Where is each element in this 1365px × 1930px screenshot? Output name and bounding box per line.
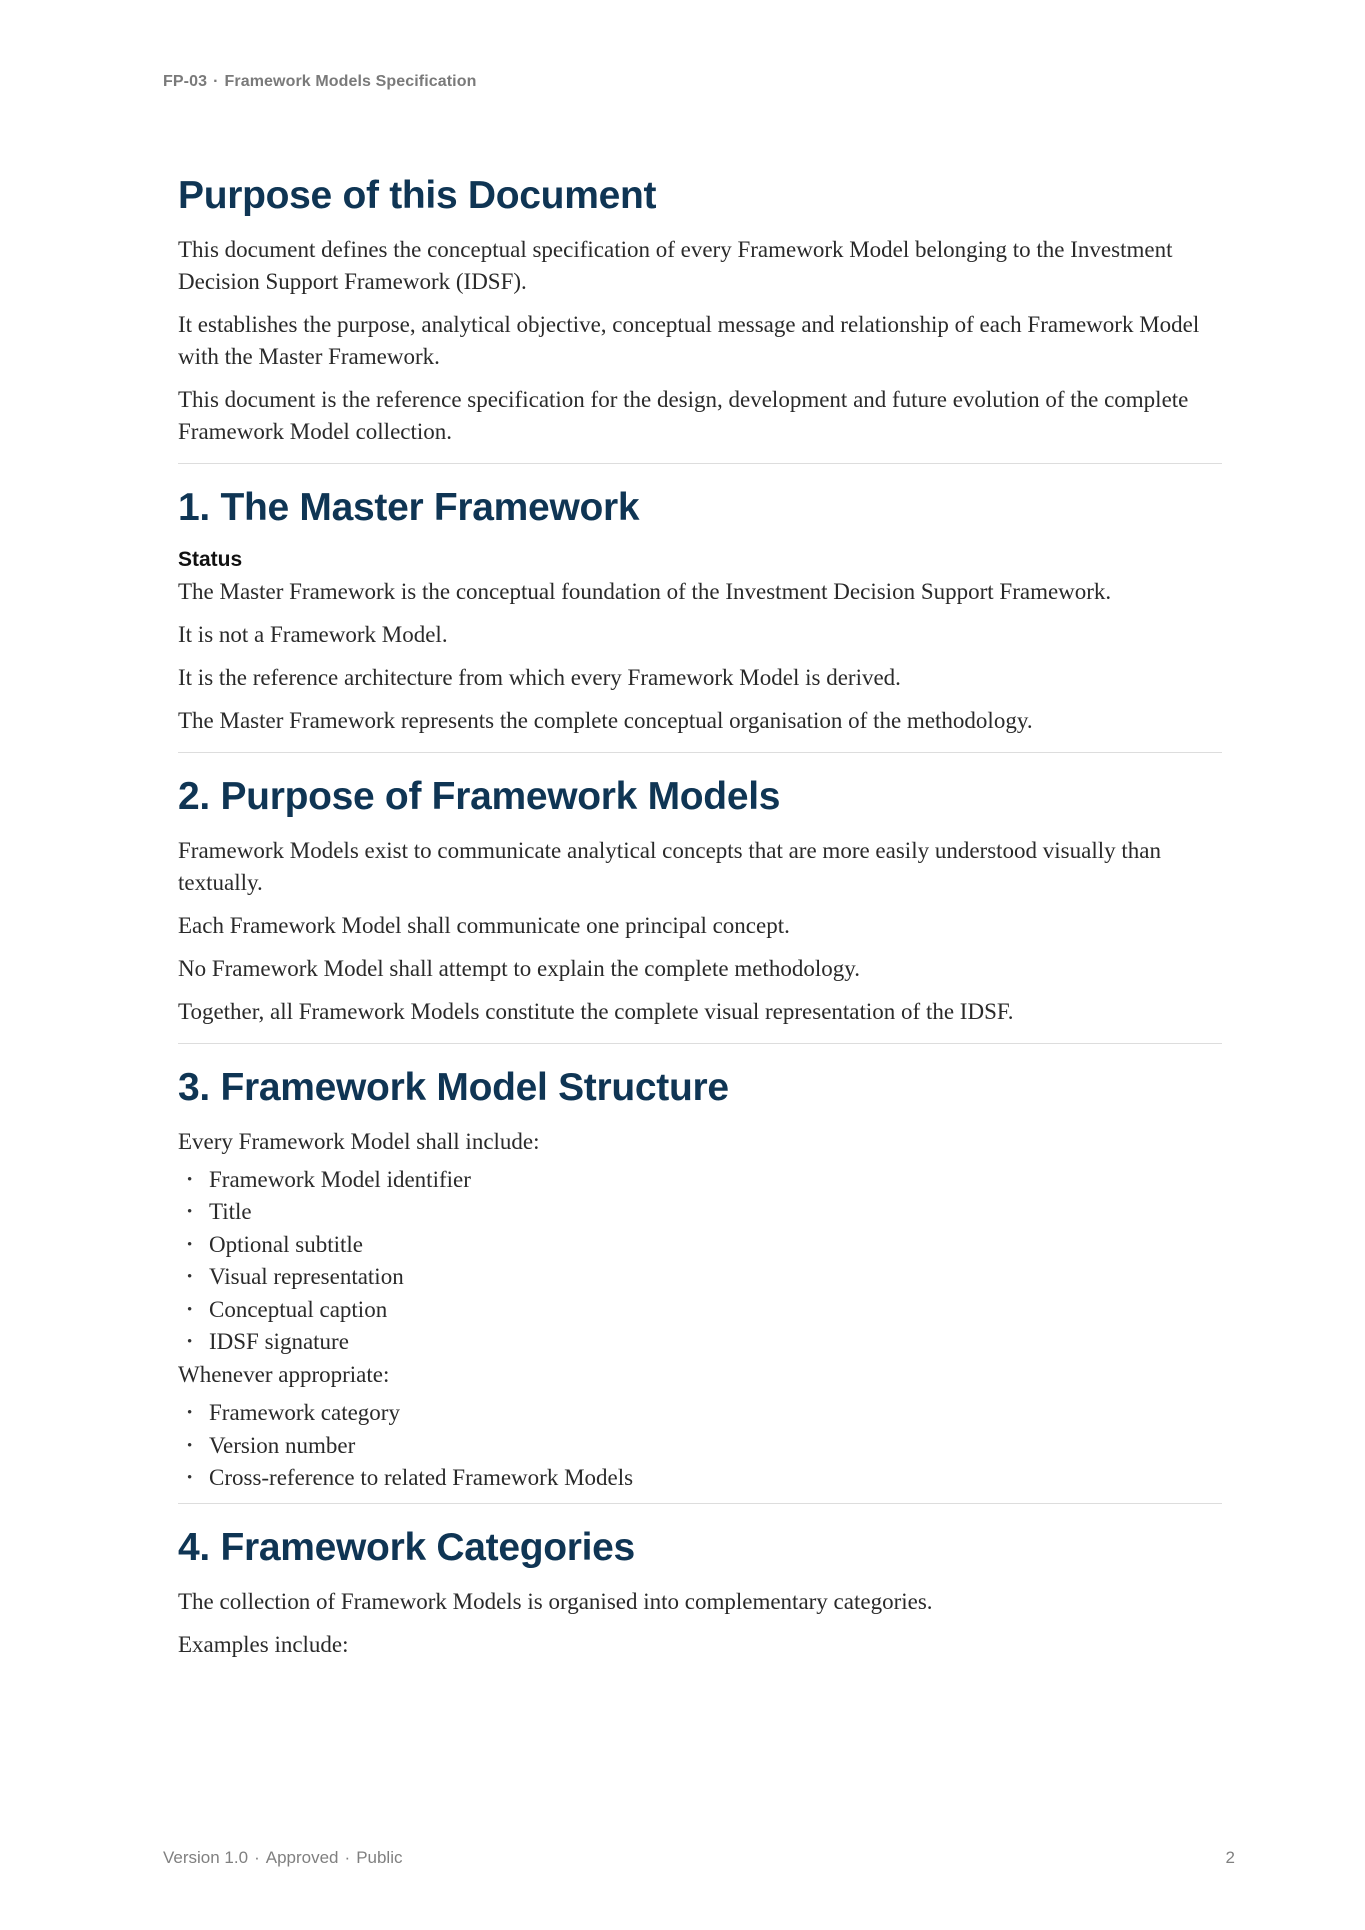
optional-items-list — [178, 1397, 1222, 1494]
document-id: FP-03 — [163, 73, 208, 90]
list-item: • Cross-reference to related Framework Models — [187, 1462, 1222, 1494]
list-item: • IDSF signature — [187, 1326, 1222, 1358]
section-heading: 1. The Master Framework — [178, 486, 640, 529]
paragraph: It establishes the purpose, analytical objective, conceptual message and relationship of each Framework Model with the Master Framework. — [178, 312, 1200, 369]
paragraph: It is the reference architecture from which every Framework Model is derived. — [178, 665, 901, 690]
paragraph: Each Framework Model shall communicate one principal concept. — [178, 913, 790, 938]
footer-separator: · — [254, 1848, 260, 1867]
approval-status: Approved — [265, 1848, 339, 1867]
section-divider — [178, 752, 1222, 753]
paragraph: The Master Framework is the conceptual foundation of the Investment Decision Support Framework. — [178, 579, 1112, 604]
paragraph: The Master Framework represents the complete conceptual organisation of the methodology. — [178, 708, 1033, 733]
page-number: 2 — [1225, 1848, 1235, 1867]
section-divider — [178, 463, 1222, 464]
document-title: Framework Models Specification — [224, 73, 477, 90]
running-footer — [163, 1848, 1235, 1868]
version-label: Version 1.0 — [163, 1848, 249, 1867]
paragraph: Framework Models exist to communicate analytical concepts that are more easily understood visually than textually. — [178, 838, 1161, 895]
section-purpose — [178, 172, 1222, 448]
list-item: • Framework category — [187, 1397, 1222, 1429]
section-divider — [178, 1503, 1222, 1504]
list-item: • Visual representation — [187, 1261, 1222, 1293]
section-divider — [178, 1043, 1222, 1044]
paragraph: Examples include: — [178, 1631, 349, 1657]
paragraph: Every Framework Model shall include: — [178, 1129, 540, 1154]
running-header — [163, 73, 476, 91]
paragraph: It is not a Framework Model. — [178, 622, 448, 647]
paragraph: Whenever appropriate: — [178, 1362, 390, 1388]
list-item: • Framework Model identifier — [187, 1164, 1222, 1196]
header-separator: · — [213, 73, 219, 90]
list-item: • Version number — [187, 1430, 1222, 1462]
section-heading: 2. Purpose of Framework Models — [178, 775, 781, 818]
paragraph: Together, all Framework Models constitute the complete visual representation of the IDSF. — [178, 999, 1014, 1024]
list-item: • Title — [187, 1196, 1222, 1228]
list-item: • Conceptual caption — [187, 1294, 1222, 1326]
required-items-list — [178, 1164, 1222, 1358]
footer-separator: · — [344, 1848, 351, 1867]
paragraph: The collection of Framework Models is organised into complementary categories. — [178, 1588, 933, 1614]
status-label: Status — [178, 548, 243, 571]
section-master-framework — [178, 484, 1222, 737]
section-heading: Purpose of this Document — [178, 174, 657, 217]
list-item: • Optional subtitle — [187, 1229, 1222, 1261]
section-framework-categories — [178, 1524, 1222, 1661]
document-body — [178, 172, 1222, 1672]
section-purpose-of-models — [178, 773, 1222, 1028]
section-heading: 4. Framework Categories — [178, 1525, 635, 1569]
classification-label: Public — [356, 1848, 403, 1867]
section-heading: 3. Framework Model Structure — [178, 1066, 729, 1109]
section-model-structure — [178, 1064, 1222, 1495]
paragraph: This document defines the conceptual specification of every Framework Model belonging to the Investment Decision Support Framework (IDSF). — [178, 237, 1173, 294]
paragraph: This document is the reference specification for the design, development and future evolution of the complete Framework Model collection. — [178, 387, 1189, 444]
paragraph: No Framework Model shall attempt to explain the complete methodology. — [178, 956, 860, 981]
